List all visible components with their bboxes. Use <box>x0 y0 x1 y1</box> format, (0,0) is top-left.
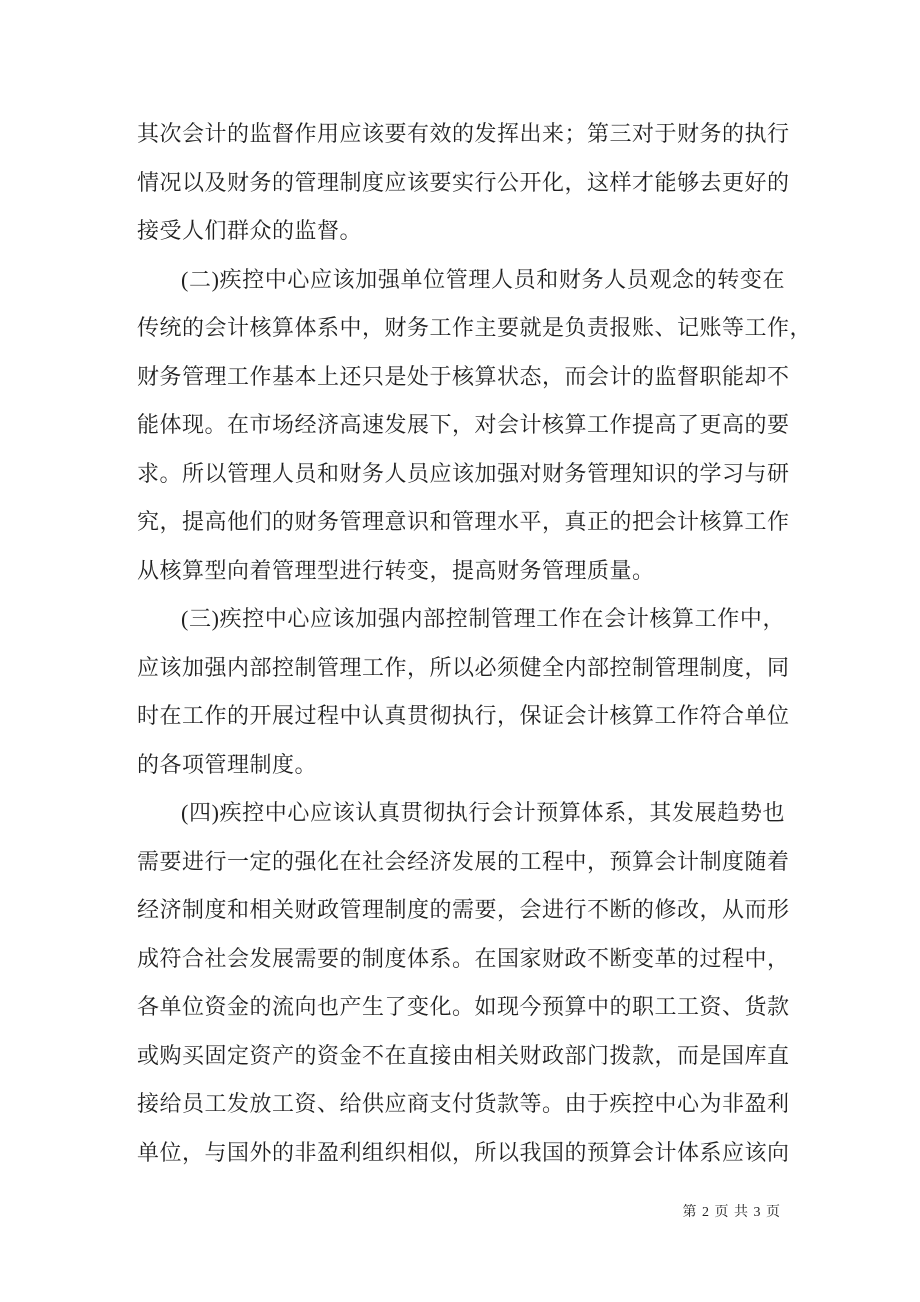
text-line: 传统的会计核算体系中，财务工作主要就是负责报账、记账等工作， <box>137 315 813 340</box>
text-line-section-4: (四)疾控中心应该认真贯彻执行会计预算体系，其发展趋势也 <box>181 800 785 825</box>
text-line: 究，提高他们的财务管理意识和管理水平，真正的把会计核算工作 <box>137 509 790 534</box>
text-line: 或购买固定资产的资金不在直接由相关财政部门拨款，而是国库直 <box>137 1042 790 1068</box>
text-line: 求。所以管理人员和财务人员应该加强对财务管理知识的学习与研 <box>137 460 790 486</box>
text-line: 从核算型向着管理型进行转变，提高财务管理质量。 <box>137 557 655 583</box>
text-line: 接受人们群众的监督。 <box>137 218 363 243</box>
text-line: 情况以及财务的管理制度应该要实行公开化，这样才能够去更好的 <box>137 169 790 195</box>
text-line: 需要进行一定的强化在社会经济发展的工程中，预算会计制度随着 <box>137 848 790 874</box>
text-line: 接给员工发放工资、给供应商支付货款等。由于疾控中心为非盈利 <box>137 1091 790 1116</box>
text-line-section-2: (二)疾控中心应该加强单位管理人员和财务人员观念的转变在 <box>181 266 785 292</box>
text-line: 各单位资金的流向也产生了变化。如现今预算中的职工工资、货款 <box>137 994 790 1019</box>
page-footer: 第 2 页 共 3 页 <box>682 1205 781 1220</box>
text-line: 其次会计的监督作用应该要有效的发挥出来；第三对于财务的执行 <box>137 121 790 146</box>
text-line: 应该加强内部控制管理工作，所以必须健全内部控制管理制度，同 <box>137 654 790 680</box>
text-line: 单位，与国外的非盈利组织相似，所以我国的预算会计体系应该向 <box>137 1139 790 1165</box>
text-line-section-3: (三)疾控中心应该加强内部控制管理工作在会计核算工作中， <box>181 606 785 631</box>
text-line: 财务管理工作基本上还只是处于核算状态，而会计的监督职能却不 <box>137 363 790 389</box>
text-line: 经济制度和相关财政管理制度的需要，会进行不断的修改，从而形 <box>137 897 790 922</box>
text-line: 的各项管理制度。 <box>137 751 318 777</box>
text-line: 时在工作的开展过程中认真贯彻执行，保证会计核算工作符合单位 <box>137 703 790 728</box>
text-line: 成符合社会发展需要的制度体系。在国家财政不断变革的过程中， <box>137 945 790 971</box>
document-body <box>137 110 813 1177</box>
text-line: 能体现。在市场经济高速发展下，对会计核算工作提高了更高的要 <box>137 412 790 437</box>
